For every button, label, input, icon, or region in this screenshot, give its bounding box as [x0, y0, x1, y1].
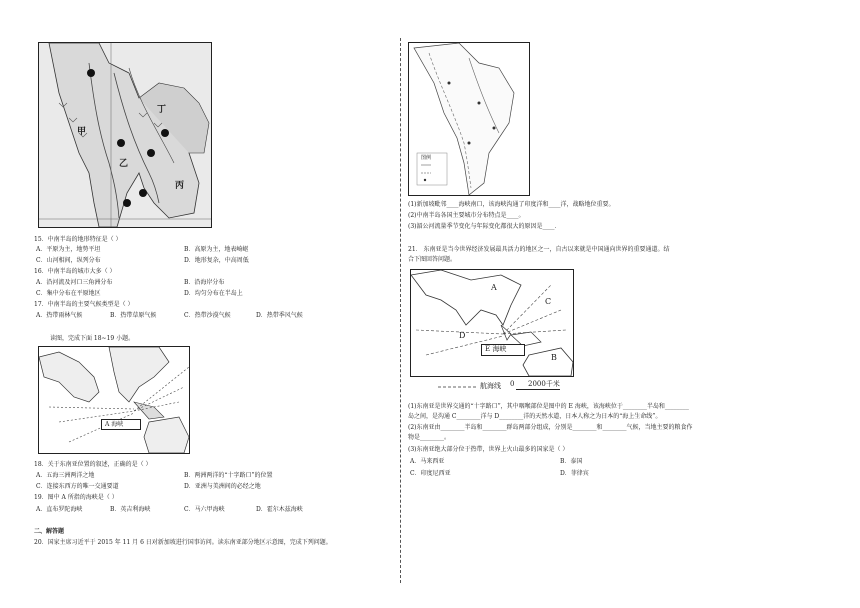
- map4-scale-bar: [516, 389, 560, 390]
- q16-option-a[interactable]: A．沿河流及河口三角洲分布: [36, 279, 113, 286]
- intro-18-19: 读图，完成下面 18~19 小题。: [50, 335, 135, 342]
- q21-stem-line-1: 21． 东南亚是当今世界经济发展最具活力的地区之一，自古以来就是中国通向世界的重要通道。结: [408, 246, 670, 253]
- q20-sub-2: (2)中南半岛各国主要城市分布特点是____。: [408, 212, 525, 219]
- column-divider: [400, 38, 401, 583]
- q21-sub-2-line-2: 物是________。: [408, 434, 451, 441]
- q16-option-d[interactable]: D．均匀分布在半岛上: [184, 290, 243, 297]
- q21-sub-3: (3)东南亚绝大部分位于热带，世界上火山最多的国家是（ ）: [408, 446, 569, 453]
- q20-stem: 20．国家主席习近平于 2015 年 11 月 6 日对新加坡进行国事访问。读东南亚部分地区示意图，完成下列问题。: [34, 539, 332, 546]
- q21-option-b[interactable]: B．泰国: [560, 458, 583, 465]
- map4-label-b: B: [551, 353, 557, 362]
- q16-option-b[interactable]: B．沿海岸分布: [184, 279, 225, 286]
- q15-stem: 15．中南半岛的地形特征是（ ）: [34, 236, 122, 243]
- q19-stem: 19．图中 A 所指的海峡是（ ）: [34, 494, 118, 501]
- map4-strait-box: [481, 344, 525, 356]
- map4-label-e: E 海峡: [485, 345, 507, 353]
- q21-sub-2-line-1: (2)东南亚由________半岛和________群岛两部分组成，分别是________和________气候，当地主要的粮食作: [408, 424, 693, 431]
- indochina-map-drawing: [39, 43, 211, 227]
- map4-scale-zero: 0: [510, 380, 515, 388]
- map4-legend-route: 航海线: [480, 382, 501, 390]
- q21-option-a[interactable]: A．马来西亚: [410, 458, 445, 465]
- southeast-asia-map: [410, 269, 574, 377]
- q21-option-d[interactable]: D．菲律宾: [560, 470, 589, 477]
- map3-legend-title: 图例: [421, 155, 432, 161]
- map2-label-box: [101, 419, 141, 430]
- q21-stem-line-2: 合下图回答问题。: [408, 256, 457, 263]
- map4-label-a: A: [491, 283, 497, 292]
- map1-label-bing: 丙: [175, 181, 185, 191]
- q19-option-b[interactable]: B．英吉利海峡: [110, 506, 151, 513]
- sea-routes-map-drawing: [39, 347, 189, 453]
- q16-stem: 16．中南半岛的城市大多（ ）: [34, 268, 116, 275]
- q18-option-d[interactable]: D．亚洲与美洲间的必经之地: [184, 483, 261, 490]
- map4-label-c: C: [545, 297, 552, 306]
- map1-label-ding: 丁: [157, 105, 167, 115]
- q19-option-d[interactable]: D．霍尔木兹海峡: [256, 506, 303, 513]
- q17-option-a[interactable]: A．热带雨林气候: [36, 312, 83, 319]
- map4-scale-value: 2000千米: [528, 380, 560, 388]
- right-column: [408, 0, 828, 608]
- q18-option-b[interactable]: B．两洲两洋的“十字路口”的位置: [184, 472, 273, 479]
- map4-label-d: D: [459, 331, 466, 340]
- left-column: [34, 0, 394, 608]
- section-2-heading: 二、解答题: [34, 528, 65, 535]
- q19-option-a[interactable]: A．直布罗陀海峡: [36, 506, 83, 513]
- route-legend-line: [438, 381, 478, 391]
- q17-option-b[interactable]: B．热带草原气候: [110, 312, 157, 319]
- q20-sub-1: (1)新加坡毗邻____海峡南口，该海峡沟通了印度洋和____洋，战略地位重要。: [408, 201, 615, 208]
- map1-label-jia: 甲: [77, 127, 87, 137]
- q19-option-c[interactable]: C．马六甲海峡: [184, 506, 225, 513]
- mekong-map-drawing: [409, 43, 529, 195]
- q15-option-a[interactable]: A．平原为主，地势平坦: [36, 246, 101, 253]
- q17-option-c[interactable]: C．热带沙漠气候: [184, 312, 231, 319]
- q16-option-c[interactable]: C．集中分布在平原地区: [36, 290, 101, 297]
- map2-label-a: A 海峡: [105, 421, 124, 428]
- q21-sub-1-line-2: 岛之间，是沟通 C________洋与 D________洋的天然水道，日本人称之为日本的“海上生命线”。: [408, 413, 662, 420]
- map4-legend: [438, 381, 598, 393]
- sea-routes-map: [38, 346, 190, 454]
- map1-label-yi: 乙: [119, 159, 129, 169]
- q17-stem: 17．中南半岛的主要气候类型是（ ）: [34, 301, 134, 308]
- q21-sub-1-line-1: (1)东南亚是世界交通的“十字路口”，其中咽喉部位是图中的 E 海峡，该海峡位于________半岛和________: [408, 403, 689, 410]
- q17-option-d[interactable]: D．热带季风气候: [256, 312, 303, 319]
- mekong-map: [408, 42, 530, 196]
- q18-option-a[interactable]: A．五海三洲两洋之地: [36, 472, 95, 479]
- q20-sub-3: (3)湄公河流量季节变化与年际变化都很大的原因是____．: [408, 223, 561, 230]
- q15-option-b[interactable]: B．高原为主，地表崎岖: [184, 246, 249, 253]
- q18-stem: 18．关于东南亚位置的叙述，正确的是（ ）: [34, 461, 152, 468]
- q18-option-c[interactable]: C．连接东西方的唯一交通要道: [36, 483, 119, 490]
- q15-option-d[interactable]: D．地形复杂，中高周低: [184, 257, 249, 264]
- q21-option-c[interactable]: C．印度尼西亚: [410, 470, 451, 477]
- q15-option-c[interactable]: C．山河相间，纵列分布: [36, 257, 101, 264]
- indochina-map: [38, 42, 212, 228]
